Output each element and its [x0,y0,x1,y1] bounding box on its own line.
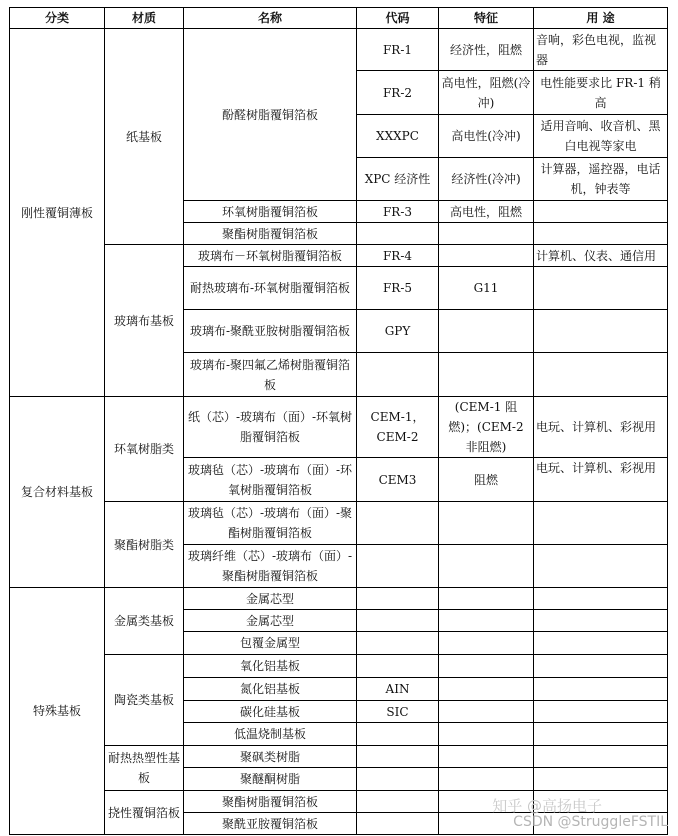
code-sic: SIC [357,701,439,723]
name-metal-core-2: 金属芯型 [184,610,357,632]
name-metal-core-1: 金属芯型 [184,588,357,610]
name-phenolic: 酚醛树脂覆铜箔板 [184,29,357,201]
header-name: 名称 [184,8,357,29]
code-gpy: GPY [357,310,439,353]
name-flex-polyimide: 聚酰亚胺覆铜箔板 [184,813,357,835]
code-xxxpc: XXXPC [357,115,439,158]
usage-fr2: 电性能要求比 FR-1 稍高 [534,71,668,115]
name-pe2: 玻璃纤维（芯）-玻璃布（面）-聚酯树脂覆铜箔板 [184,545,357,588]
usage-cem3: 电玩、计算机、彩视用 [534,458,668,502]
material-polyester: 聚酯树脂类 [105,502,184,588]
header-category: 分类 [10,8,105,29]
usage-cem1: 电玩、计算机、彩视用 [534,397,668,458]
name-ptfe: 玻璃布-聚四氟乙烯树脂覆铜箔板 [184,353,357,397]
name-pe1: 玻璃毡（芯）-玻璃布（面）-聚酯树脂覆铜箔板 [184,502,357,545]
header-row [10,8,668,29]
table-row [10,746,668,768]
table-row [10,29,668,71]
material-paper: 纸基板 [105,29,184,245]
material-flex: 挠性覆铜箔板 [105,791,184,835]
feature-xpc: 经济性(冷冲) [439,158,534,201]
feature-fr3: 高电性，阻燃 [439,201,534,223]
code-fr3: FR-3 [357,201,439,223]
code-fr1: FR-1 [357,29,439,71]
feature-fr2: 高电性，阻燃(冷冲) [439,71,534,115]
feature-cem3: 阻燃 [439,458,534,502]
feature-cem1: (CEM-1 阻燃)；(CEM-2 非阻燃) [439,397,534,458]
material-epoxy: 环氧树脂类 [105,397,184,502]
name-flex-polyester: 聚酯树脂覆铜箔板 [184,791,357,813]
usage-fr3 [534,201,668,223]
name-fr3: 环氧树脂覆铜箔板 [184,201,357,223]
name-fr4: 玻璃布－环氧树脂覆铜箔板 [184,245,357,267]
usage-xpc: 计算器，遥控器，电话机，钟表等 [534,158,668,201]
table-row [10,245,668,267]
material-metal: 金属类基板 [105,588,184,655]
name-ltcc: 低温烧制基板 [184,723,357,746]
name-sic: 碳化硅基板 [184,701,357,723]
code-cem3: CEM3 [357,458,439,502]
header-material: 材质 [105,8,184,29]
code-xpc: XPC 经济性 [357,158,439,201]
name-polyester-paper: 聚酯树脂覆铜箔板 [184,223,357,245]
table-row [10,655,668,678]
table-row [10,502,668,545]
material-glass: 玻璃布基板 [105,245,184,397]
zhihu-watermark: 知乎 @高扬电子 [492,797,602,815]
code-fr5: FR-5 [357,267,439,310]
feature-xxxpc: 高电性(冷冲) [439,115,534,158]
name-cem1: 纸（芯）-玻璃布（面）-环氧树脂覆铜箔板 [184,397,357,458]
code-fr2: FR-2 [357,71,439,115]
material-ceramic: 陶瓷类基板 [105,655,184,746]
group-special: 特殊基板 [10,588,105,835]
name-alumina: 氧化铝基板 [184,655,357,678]
group-rigid: 刚性覆铜薄板 [10,29,105,397]
code-aln: AIN [357,678,439,701]
header-feature: 特征 [439,8,534,29]
substrate-table [9,7,668,835]
name-gpy: 玻璃布-聚酰亚胺树脂覆铜箔板 [184,310,357,353]
usage-fr1: 音响，彩色电视，监视器 [534,29,668,71]
group-composite: 复合材料基板 [10,397,105,588]
table-row [10,588,668,610]
feature-fr5: G11 [439,267,534,310]
csdn-watermark: CSDN @StruggleFSTIL [513,814,668,830]
header-code: 代码 [357,8,439,29]
code-cem1: CEM-1，CEM-2 [357,397,439,458]
name-fr5: 耐热玻璃布-环氧树脂覆铜箔板 [184,267,357,310]
name-aln: 氮化铝基板 [184,678,357,701]
name-cem3: 玻璃毡（芯）-玻璃布（面）-环氧树脂覆铜箔板 [184,458,357,502]
name-polysulfone: 聚砜类树脂 [184,746,357,768]
feature-fr1: 经济性，阻燃 [439,29,534,71]
usage-xxxpc: 适用音响、收音机、黑白电视等家电 [534,115,668,158]
name-peek: 聚醚酮树脂 [184,768,357,791]
table-row [10,397,668,458]
name-clad-metal: 包覆金属型 [184,632,357,655]
material-thermoplastic: 耐热热塑性基板 [105,746,184,791]
header-usage: 用 途 [534,8,668,29]
usage-fr4: 计算机、仪表、通信用 [534,245,668,267]
code-fr4: FR-4 [357,245,439,267]
